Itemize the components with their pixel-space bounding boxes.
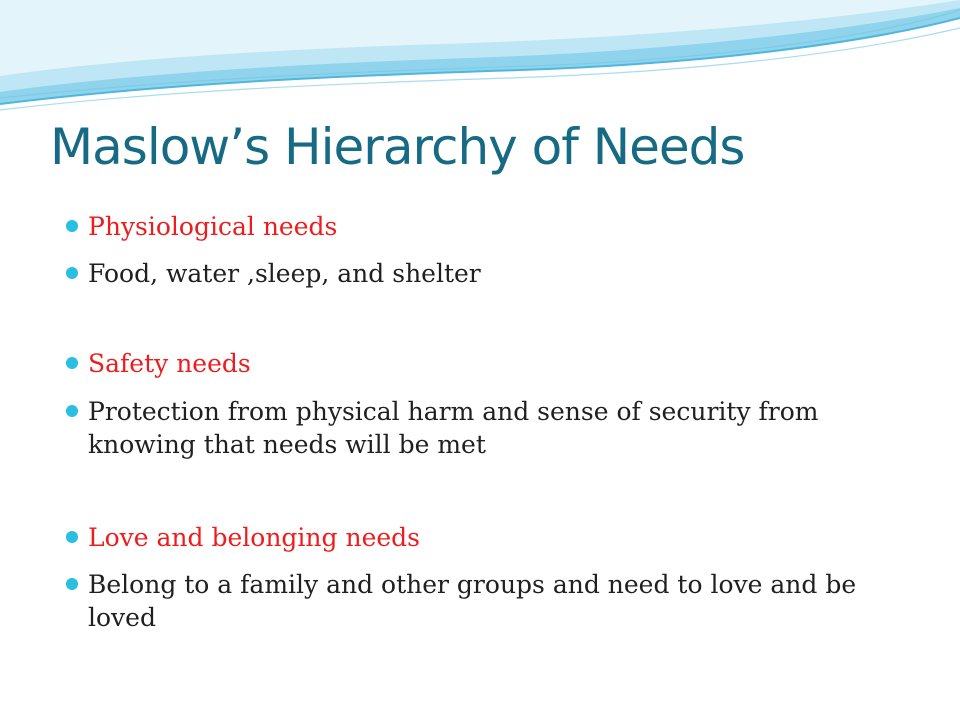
bullet-heading-physiological: Physiological needs (88, 212, 338, 241)
bullet-dot-icon (66, 267, 78, 279)
bullet-text: Protection from physical harm and sense of security from knowing that needs will be met (88, 397, 819, 459)
bullet-dot-icon (66, 405, 78, 417)
bullet-heading-safety: Safety needs (88, 349, 251, 378)
bullet-dot-icon (66, 220, 78, 232)
bullet-dot-icon (66, 578, 78, 590)
bullet-text: Belong to a family and other groups and need to love and be loved (88, 570, 857, 632)
slide-title: Maslow’s Hierarchy of Needs (50, 118, 745, 176)
bullet-heading-love-belonging: Love and belonging needs (88, 523, 420, 552)
bullet-text: Food, water ,sleep, and shelter (88, 259, 481, 288)
bullet-dot-icon (66, 531, 78, 543)
bullet-dot-icon (66, 357, 78, 369)
